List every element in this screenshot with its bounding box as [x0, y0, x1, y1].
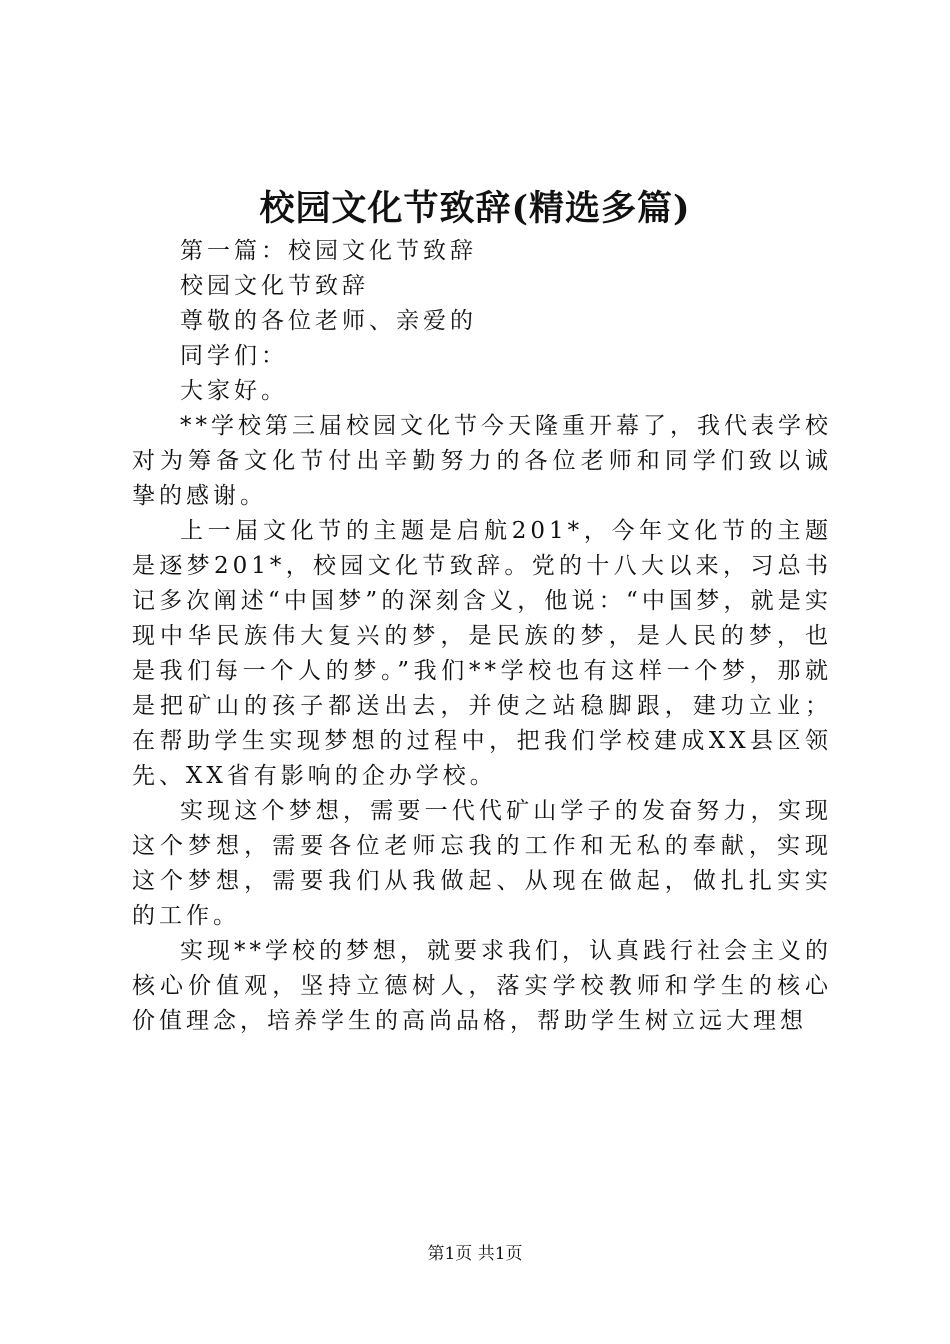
salutation-line: 尊敬的各位老师、亲爱的: [180, 308, 477, 334]
document-body: [132, 234, 832, 1039]
body-paragraph: 上一届文化节的主题是启航201*，今年文化节的主题是逐梦201*，校园文化节致辞。党的十八大以来，习总书记多次阐述“中国梦”的深刻含义，他说：“中国梦，就是实现中华民族伟大复兴的梦，是民族的梦，是人民的梦，也是我们每一个人的梦。”我们**学校也有这样一个梦，那就是把矿山的孩子都送出去，并使之站稳脚跟，建功立业；在帮助学生实现梦想的过程中，把我们学校建成XX县区领先、XX省有影响的企办学校。: [132, 518, 832, 789]
salutation-line: 同学们：: [180, 343, 288, 369]
greeting-line: 大家好。: [180, 378, 288, 404]
body-paragraph: 实现这个梦想，需要一代代矿山学子的发奋努力，实现这个梦想，需要各位老师忘我的工作和无私的奉献，实现这个梦想，需要我们从我做起、从现在做起，做扎扎实实的工作。: [132, 798, 832, 929]
section-heading: 第一篇：校园文化节致辞: [180, 238, 477, 264]
page-number-footer: 第1页 共1页: [427, 1244, 523, 1264]
speech-title: 校园文化节致辞: [180, 273, 369, 299]
body-paragraph: 实现**学校的梦想，就要求我们，认真践行社会主义的核心价值观，坚持立德树人，落实学校教师和学生的核心价值理念，培养学生的高尚品格，帮助学生树立远大理想: [132, 938, 832, 1034]
document-title: 校园文化节致辞(精选多篇): [259, 188, 691, 229]
body-paragraph: **学校第三届校园文化节今天隆重开幕了，我代表学校对为筹备文化节付出辛勤努力的各位老师和同学们致以诚挚的感谢。: [132, 413, 832, 509]
